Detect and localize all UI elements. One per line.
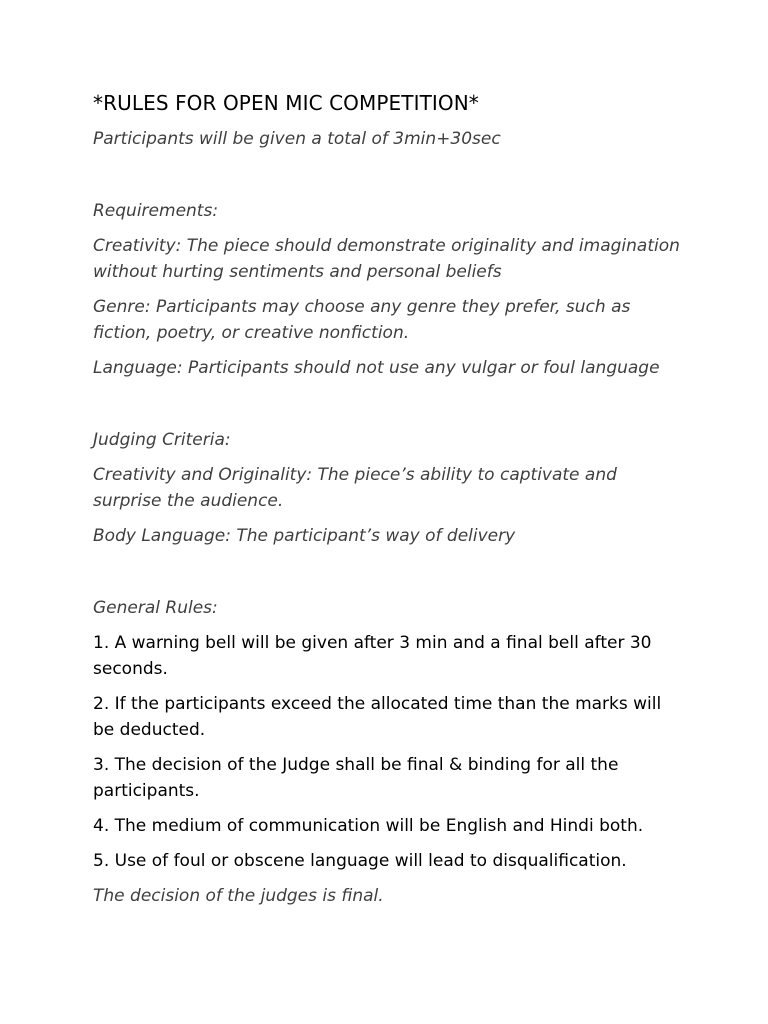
- judging-item-creativity: Creativity and Originality: The piece’s ability to captivate and surprise the audience.: [93, 465, 617, 511]
- general-rule-4: 4. The medium of communication will be English and Hindi both.: [93, 816, 644, 836]
- general-rules-heading: General Rules:: [93, 598, 218, 618]
- general-rule-1: 1. A warning bell will be given after 3 min and a final bell after 30 seconds.: [93, 633, 652, 679]
- judging-heading: Judging Criteria:: [93, 430, 231, 450]
- general-rule-2: 2. If the participants exceed the allocated time than the marks will be deducted.: [93, 694, 662, 740]
- requirement-item-language: Language: Participants should not use any vulgar or foul language: [93, 358, 660, 378]
- requirements-heading: Requirements:: [93, 201, 219, 221]
- requirement-item-genre: Genre: Participants may choose any genre they prefer, such as fiction, poetry, or creative nonfiction.: [93, 297, 631, 343]
- general-rule-5: 5. Use of foul or obscene language will lead to disqualification.: [93, 851, 627, 871]
- intro-text: Participants will be given a total of 3min+30sec: [93, 129, 501, 149]
- requirement-item-creativity: Creativity: The piece should demonstrate originality and imagination without hurting sentiments and personal beliefs: [93, 236, 680, 282]
- general-rule-3: 3. The decision of the Judge shall be final & binding for all the participants.: [93, 755, 619, 801]
- judging-item-body-language: Body Language: The participant’s way of delivery: [93, 526, 516, 546]
- closing-text: The decision of the judges is final.: [93, 886, 384, 906]
- document-title: *RULES FOR OPEN MIC COMPETITION*: [93, 91, 479, 115]
- document-body: [93, 88, 683, 909]
